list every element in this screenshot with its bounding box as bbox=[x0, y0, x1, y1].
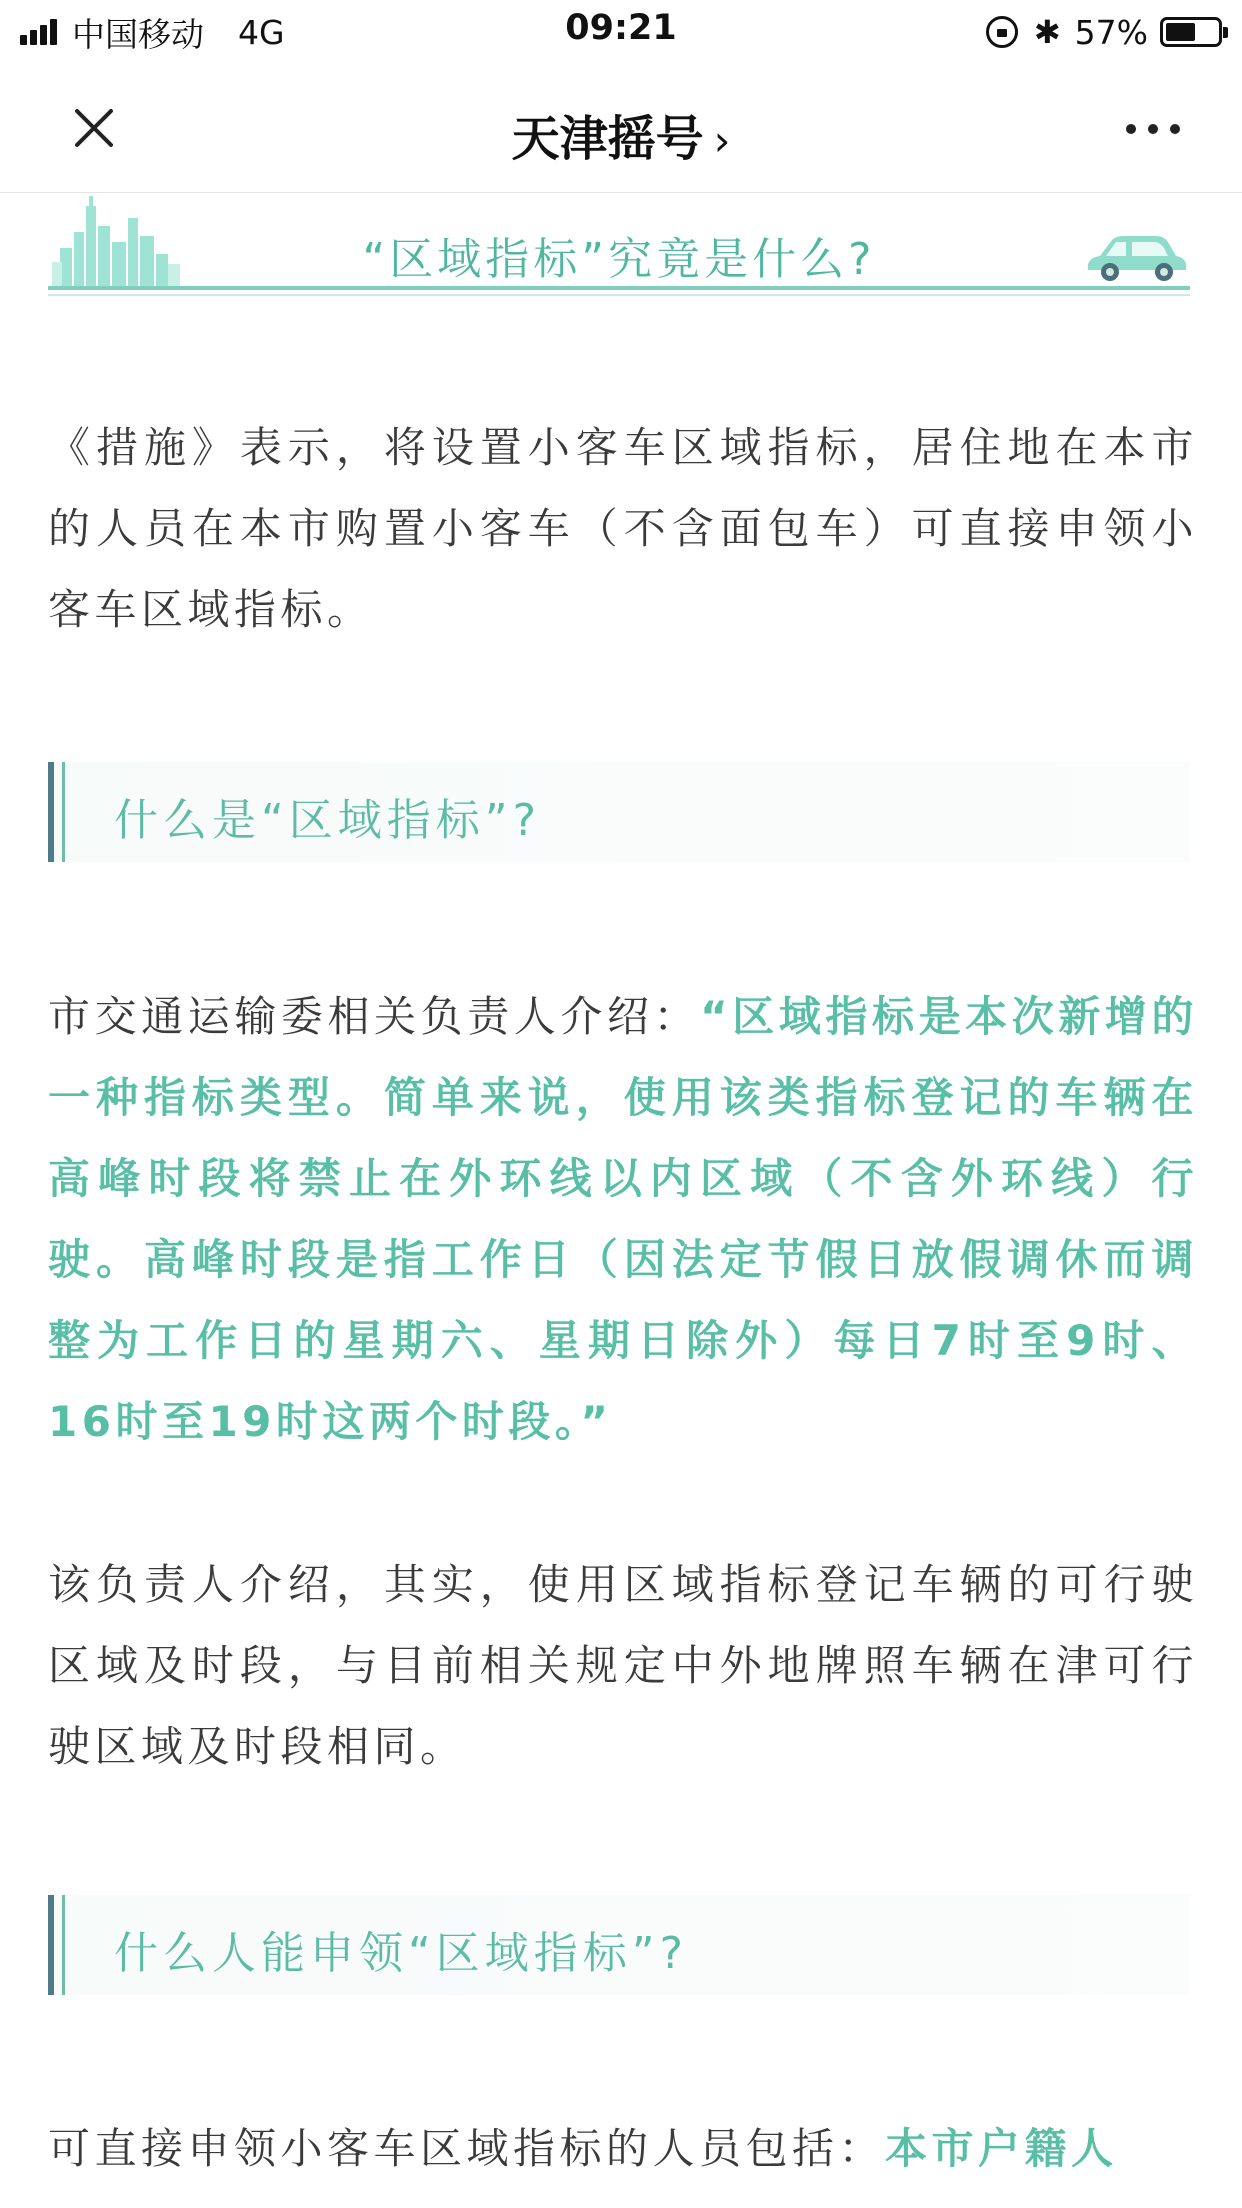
network-type: 4G bbox=[238, 12, 285, 52]
highlighted-text: 本市户籍人 bbox=[885, 2124, 1118, 2173]
section-heading-2 bbox=[48, 1895, 1190, 1995]
banner-title: “区域指标”究竟是什么? bbox=[362, 234, 876, 285]
article-paragraph-2 bbox=[48, 976, 1198, 1462]
section-accent-bar-thin bbox=[62, 762, 65, 862]
section-accent-bar-thin bbox=[62, 1895, 65, 1995]
article-paragraph-1: 《措施》表示，将设置小客车区域指标，居住地在本市的人员在本市购置小客车（不含面包车）可直接申领小客车区域指标。 bbox=[48, 423, 1198, 634]
banner-divider bbox=[48, 286, 1190, 290]
account-name: 天津摇号 bbox=[511, 111, 704, 167]
car-icon bbox=[1082, 230, 1190, 286]
paragraph-lead: 市交通运输委相关负责人介绍： bbox=[48, 992, 701, 1041]
chevron-right-icon: › bbox=[713, 116, 731, 165]
status-time: 09:21 bbox=[565, 8, 677, 48]
section-heading-text: 什么人能申领“区域指标”? bbox=[114, 1928, 688, 1979]
section-accent-bar bbox=[48, 1895, 54, 1995]
more-options-icon[interactable] bbox=[1120, 124, 1186, 134]
orientation-lock-icon bbox=[986, 16, 1018, 48]
section-accent-bar bbox=[48, 762, 54, 862]
account-title[interactable] bbox=[0, 100, 1242, 169]
battery-percent: 57% bbox=[1074, 12, 1148, 52]
status-right bbox=[986, 10, 1222, 54]
article-banner bbox=[48, 195, 1190, 300]
article-paragraph-4 bbox=[48, 2108, 1198, 2189]
carrier-label: 中国移动 bbox=[72, 14, 204, 54]
paragraph-lead: 可直接申领小客车区域指标的人员包括： bbox=[48, 2124, 886, 2173]
bluetooth-icon: ✱ bbox=[1033, 13, 1061, 51]
article-paragraph-3: 该负责人介绍，其实，使用区域指标登记车辆的可行驶区域及时段，与目前相关规定中外地牌照车辆在津可行驶区域及时段相同。 bbox=[48, 1560, 1198, 1771]
highlighted-quote: “区域指标是本次新增的一种指标类型。简单来说，使用该类指标登记的车辆在高峰时段将禁止在外环线以内区域（不含外环线）行驶。高峰时段是指工作日（因法定节假日放假调休而调整为工作日的星期六、星期日除外）每日7时至9时、16时至19时这两个时段。” bbox=[48, 992, 1198, 1446]
section-heading-1 bbox=[48, 762, 1190, 862]
status-bar bbox=[0, 0, 1242, 62]
nav-bar bbox=[0, 62, 1242, 193]
banner-divider-thin bbox=[48, 294, 1190, 296]
section-heading-text: 什么是“区域指标”? bbox=[114, 795, 541, 846]
battery-icon bbox=[1160, 17, 1222, 47]
